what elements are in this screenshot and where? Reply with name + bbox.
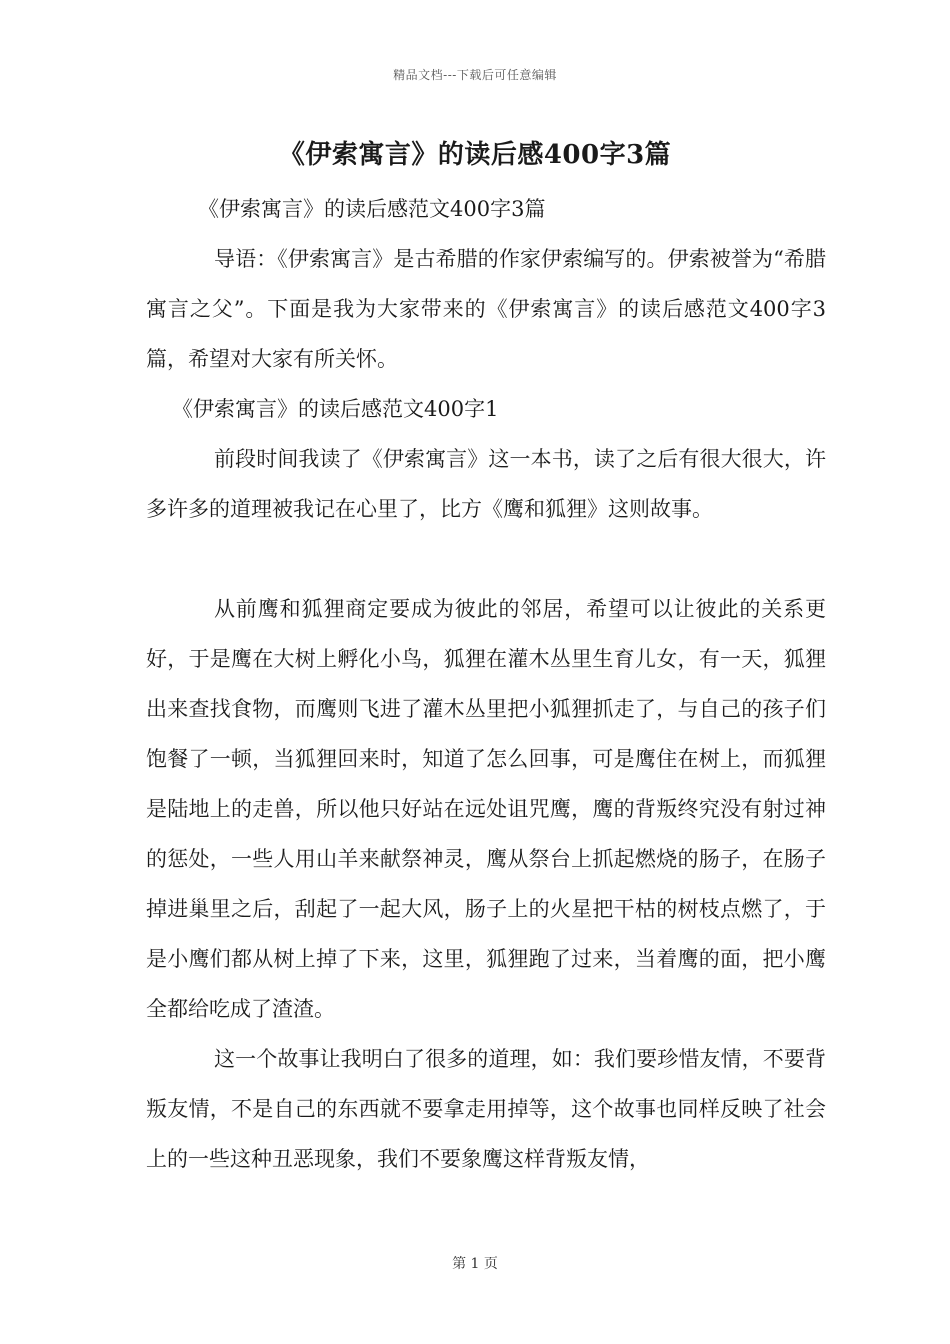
document-subtitle: 《伊索寓言》的读后感范文400字3篇 [198,197,546,221]
body-paragraph-2: 从前鹰和狐狸商定要成为彼此的邻居，希望可以让彼此的关系更好，于是鹰在大树上孵化小鸟，狐狸在灌木丛里生育儿女，有一天，狐狸出来查找食物，而鹰则飞进了灌木丛里把小狐狸抓走了，与自己的孩子们饱餐了一顿，当狐狸回来时，知道了怎么回事，可是鹰住在树上，而狐狸是陆地上的走兽，所以他只好站在远处诅咒鹰，鹰的背叛终究没有射过神的惩处，一些人用山羊来献祭神灵，鹰从祭台上抓起燃烧的肠子，在肠子掉进巢里之后，刮起了一起大风，肠子上的火星把干枯的树枝点燃了，于是小鹰们都从树上掉了下来，这里，狐狸跑了过来，当着鹰的面，把小鹰全都给吃成了渣渣。 [146,597,826,1021]
body-paragraph-3: 这一个故事让我明白了很多的道理，如：我们要珍惜友情，不要背叛友情，不是自己的东西就不要拿走用掉等，这个故事也同样反映了社会上的一些这种丑恶现象，我们不要象鹰这样背叛友情， [146,1047,826,1171]
document-title: 《伊索寓言》的读后感400字3篇 [278,140,672,170]
page-number: 第 1 页 [452,1256,498,1272]
body-paragraph-1: 前段时间我读了《伊索寓言》这一本书，读了之后有很大很大，许多许多的道理被我记在心里了，比方《鹰和狐狸》这则故事。 [146,447,826,521]
section-heading: 《伊索寓言》的读后感范文400字1 [172,397,499,421]
header-note: 精品文档---下载后可任意编辑 [393,68,557,82]
document-body [146,184,826,1184]
intro-paragraph: 导语：《伊索寓言》是古希腊的作家伊索编写的。伊索被誉为“希腊寓言之父”。下面是我为大家带来的《伊索寓言》的读后感范文400字3篇，希望对大家有所关怀。 [146,247,826,371]
paragraph-spacer [146,534,826,584]
